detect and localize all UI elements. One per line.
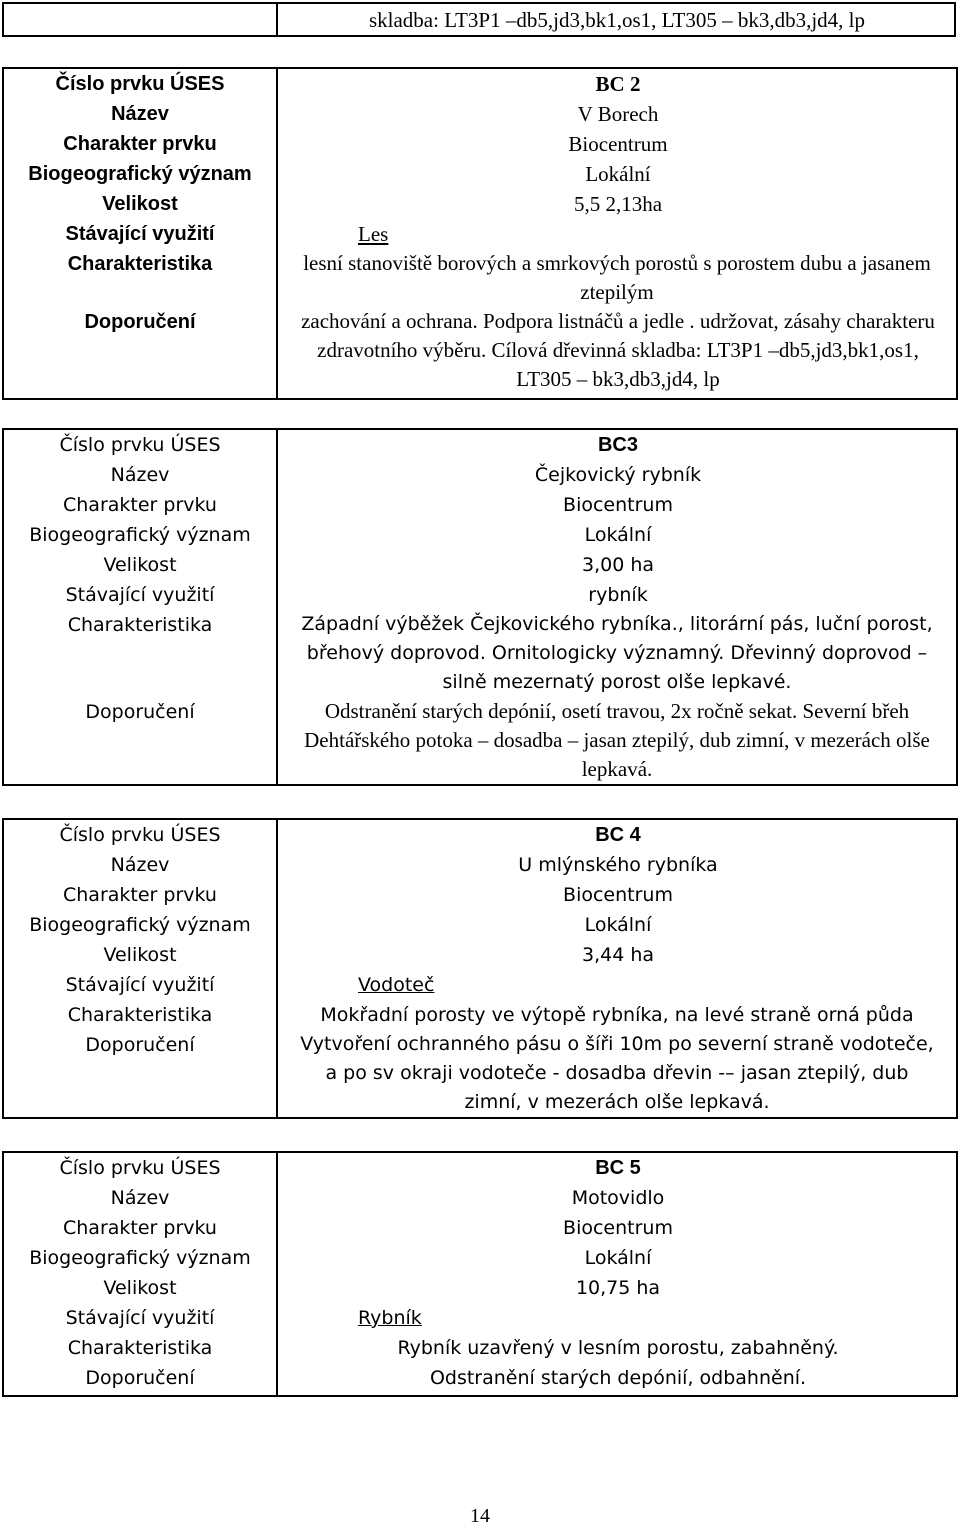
value-charakter: Biocentrum <box>563 1217 673 1239</box>
label-vyuziti: Stávající využití <box>3 580 277 610</box>
value-velikost: 5,5 2,13ha <box>573 192 663 216</box>
value-charakter: Biocentrum <box>563 494 673 516</box>
row-vyuziti <box>3 1303 957 1333</box>
row-nazev <box>3 99 957 129</box>
label-nazev: Název <box>3 460 277 490</box>
uses-record-bc2 <box>2 67 958 400</box>
value-doporuceni: Odstranění starých depónií, osetí travou, 2x ročně sekat. Severní břeh Dehtářského potoka – dosadba – jasan ztepilý, dub zimní, v mezerách olše lepkavá. <box>304 699 930 781</box>
row-vyuziti <box>3 219 957 249</box>
value-doporuceni: Odstranění starých depónií, odbahnění. <box>429 1367 807 1389</box>
row-velikost <box>3 189 957 219</box>
label-charakter: Charakter prvku <box>3 880 277 910</box>
label-cislo: Číslo prvku ÚSES <box>3 68 277 99</box>
label-biogeo: Biogeografický význam <box>3 159 277 189</box>
value-biogeo: Lokální <box>584 524 652 546</box>
uses-record-bc5 <box>2 1151 958 1397</box>
label-velikost: Velikost <box>3 189 277 219</box>
row-charakteristika <box>3 1333 957 1363</box>
value-vyuziti-text: Les <box>358 222 389 246</box>
row-velikost <box>3 1273 957 1303</box>
value-doporuceni: zachování a ochrana. Podpora listnáčů a jedle . udržovat, zásahy charakteru zdravotního výběru. Cílová dřevinná skladba: LT3P1 –db5,jd3,bk1,os1, LT305 – bk3,db3,jd4, lp <box>301 309 935 391</box>
value-velikost: 3,00 ha <box>581 554 655 576</box>
value-charakteristika: lesní stanoviště borových a smrkových porostů s porostem dubu a jasanem ztepilým <box>303 251 931 304</box>
value-biogeo: Lokální <box>584 1247 652 1269</box>
label-velikost: Velikost <box>3 940 277 970</box>
row-charakteristika <box>3 1000 957 1030</box>
value-nazev: V Borech <box>577 102 659 126</box>
value-vyuziti <box>277 219 957 249</box>
row-velikost <box>3 550 957 580</box>
label-nazev: Název <box>3 1183 277 1213</box>
label-charakteristika: Charakteristika <box>3 1000 277 1030</box>
value-vyuziti <box>277 1303 957 1333</box>
label-charakteristika: Charakteristika <box>3 249 277 307</box>
row-cislo <box>3 429 957 460</box>
row-doporuceni <box>3 1030 957 1118</box>
value-biogeo: Lokální <box>584 914 652 936</box>
value-nazev: Motovidlo <box>571 1187 665 1209</box>
label-velikost: Velikost <box>3 550 277 580</box>
row-nazev <box>3 850 957 880</box>
value-vyuziti: rybník <box>588 584 648 606</box>
value-nazev: U mlýnského rybníka <box>518 854 718 876</box>
row-nazev <box>3 1183 957 1213</box>
value-charakteristika: Rybník uzavřený v lesním porostu, zabahněný. <box>397 1337 839 1359</box>
row-charakter <box>3 129 957 159</box>
value-cislo: BC 2 <box>595 72 641 96</box>
row-cislo <box>3 819 957 850</box>
label-charakter: Charakter prvku <box>3 129 277 159</box>
row-charakter <box>3 490 957 520</box>
row-cislo <box>3 1152 957 1183</box>
label-doporuceni: Doporučení <box>3 697 277 785</box>
row-charakter <box>3 880 957 910</box>
row-cislo <box>3 68 957 99</box>
label-doporuceni: Doporučení <box>3 1030 277 1118</box>
page-number: 14 <box>470 1505 490 1527</box>
value-vyuziti-text: Vodoteč <box>358 974 435 996</box>
label-nazev: Název <box>3 99 277 129</box>
row-charakteristika <box>3 249 957 307</box>
value-doporuceni: Vytvoření ochranného pásu o šíři 10m po severní straně vodoteče, a po sv okraji vodoteče - dosadba dřevin -– jasan ztepilý, dub zimní, v mezerách olše lepkavá. <box>300 1033 934 1113</box>
row-doporuceni <box>3 307 957 399</box>
value-nazev: Čejkovický rybník <box>534 464 702 486</box>
value-charakteristika: Západní výběžek Čejkovického rybníka., litorární pás, luční porost, břehový doprovod. Ornitologicky významný. Dřevinný doprovod – silně mezernatý porost olše lepkavé. <box>301 613 933 693</box>
value-biogeo: Lokální <box>585 162 651 186</box>
row-biogeo <box>3 520 957 550</box>
value-charakter: Biocentrum <box>568 132 668 156</box>
label-cislo: Číslo prvku ÚSES <box>3 1152 277 1183</box>
row-biogeo <box>3 1243 957 1273</box>
label-vyuziti: Stávající využití <box>3 970 277 1000</box>
value-charakteristika: Mokřadní porosty ve výtopě rybníka, na levé straně orná půda <box>320 1004 914 1026</box>
value-vyuziti <box>277 970 957 1000</box>
label-charakter: Charakter prvku <box>3 490 277 520</box>
label-velikost: Velikost <box>3 1273 277 1303</box>
label-biogeo: Biogeografický význam <box>3 910 277 940</box>
value-velikost: 3,44 ha <box>581 944 655 966</box>
continuation-row <box>2 2 956 37</box>
row-charakter <box>3 1213 957 1243</box>
row-vyuziti <box>3 970 957 1000</box>
row-doporuceni <box>3 1363 957 1396</box>
value-cislo: BC 5 <box>595 1157 641 1179</box>
label-charakteristika: Charakteristika <box>3 610 277 697</box>
row-biogeo <box>3 910 957 940</box>
label-vyuziti: Stávající využití <box>3 219 277 249</box>
label-charakter: Charakter prvku <box>3 1213 277 1243</box>
label-cislo: Číslo prvku ÚSES <box>3 819 277 850</box>
row-velikost <box>3 940 957 970</box>
label-nazev: Název <box>3 850 277 880</box>
label-vyuziti: Stávající využití <box>3 1303 277 1333</box>
continuation-label-cell <box>4 4 278 35</box>
row-vyuziti <box>3 580 957 610</box>
value-vyuziti-text: Rybník <box>358 1307 422 1329</box>
uses-record-bc4 <box>2 818 958 1119</box>
row-biogeo <box>3 159 957 189</box>
label-biogeo: Biogeografický význam <box>3 520 277 550</box>
row-nazev <box>3 460 957 490</box>
row-charakteristika <box>3 610 957 697</box>
value-cislo: BC 4 <box>595 824 641 846</box>
label-doporuceni: Doporučení <box>3 307 277 399</box>
uses-record-bc3 <box>2 428 958 786</box>
label-cislo: Číslo prvku ÚSES <box>3 429 277 460</box>
row-doporuceni <box>3 697 957 785</box>
label-biogeo: Biogeografický význam <box>3 1243 277 1273</box>
value-velikost: 10,75 ha <box>575 1277 661 1299</box>
continuation-text: skladba: LT3P1 –db5,jd3,bk1,os1, LT305 – bk3,db3,jd4, lp <box>368 8 866 32</box>
label-doporuceni: Doporučení <box>3 1363 277 1396</box>
label-charakteristika: Charakteristika <box>3 1333 277 1363</box>
value-cislo: BC3 <box>597 434 638 456</box>
value-charakter: Biocentrum <box>563 884 673 906</box>
